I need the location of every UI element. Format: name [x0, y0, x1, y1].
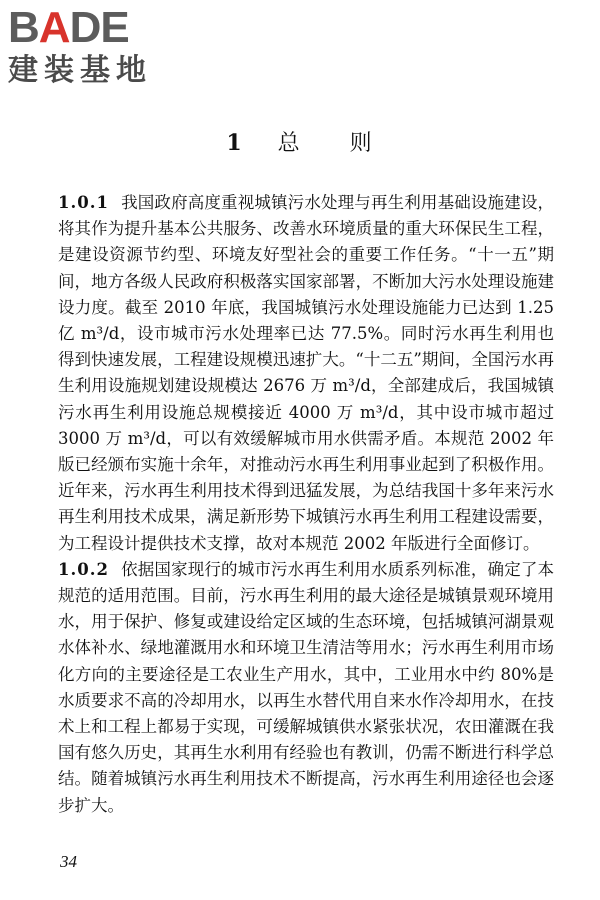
clause-paragraph [58, 557, 554, 819]
chapter-number: 1 [226, 130, 244, 156]
chapter-heading [0, 126, 600, 157]
chapter-title-char-1: 总 [277, 131, 302, 156]
clause-number: 1.0.2 [58, 559, 109, 579]
document-body [58, 190, 554, 819]
logo-letter-a-accent: A [38, 3, 70, 52]
logo-letters-de: DE [69, 3, 129, 52]
bade-logo [8, 4, 178, 92]
logo-letter-b: B [8, 3, 39, 52]
logo-wordmark [8, 4, 129, 52]
page-number: 34 [60, 852, 77, 871]
clause-text: 依据国家现行的城市污水再生利用水质系列标准，确定了本规范的适用范围。目前，污水再生利用的最大途径是城镇景观环境用水，用于保护、修复或建设给定区域的生态环境，包括城镇河湖景观水体补水、绿地灌溉用水和环境卫生清洁等用水；污水再生利用市场化方向的主要途径是工农业生产用水，其中，工业用水中约 80%是水质要求不高的冷却用水，以再生水替代用自来水作冷却用水，在技术上和工程上都易于实现，可缓解城镇供水紧张状况，农田灌溉在我国有悠久历史，其再生水利用有经验也有教训，仍需不断进行科学总结。随着城镇污水再生利用技术不断提高，污水再生利用途径也会逐步扩大。 [58, 559, 554, 815]
chapter-title-char-2: 则 [349, 131, 374, 156]
clause-number: 1.0.1 [58, 193, 109, 212]
logo-subtitle: 建装基地 [8, 53, 152, 88]
clause-paragraph [58, 190, 554, 557]
clause-text: 我国政府高度重视城镇污水处理与再生利用基础设施建设，将其作为提升基本公共服务、改善水环境质量的重大环保民生工程，是建设资源节约型、环境友好型社会的重要工作任务。“十一五”期间，地方各级人民政府积极落实国家部署，不断加大污水处理设施建设力度。截至 2010 年底，我国城镇污水处理设施能力已达到 1.25 亿 m³/d，设市城市污水处理率已达 77.5%。同时污水再生利用也得到快速发展，工程建设规模迅速扩大。“十二五”期间，全国污水再生利用设施规划建设规模达 2676 万 m³/d，全部建成后，我国城镇污水再生利用设施总规模接近 4000 万 m³/d，其中设市城市超过 3000 万 m³/d，可以有效缓解城市用水供需矛盾。本规范 2002 年版已经颁布实施十余年，对推动污水再生利用事业起到了积极作用。近年来，污水再生利用技术得到迅猛发展，为总结我国十多年来污水再生利用技术成果，满足新形势下城镇污水再生利用工程建设需要，为工程设计提供技术支撑，故对本规范 2002 年版进行全面修订。 [58, 193, 554, 553]
